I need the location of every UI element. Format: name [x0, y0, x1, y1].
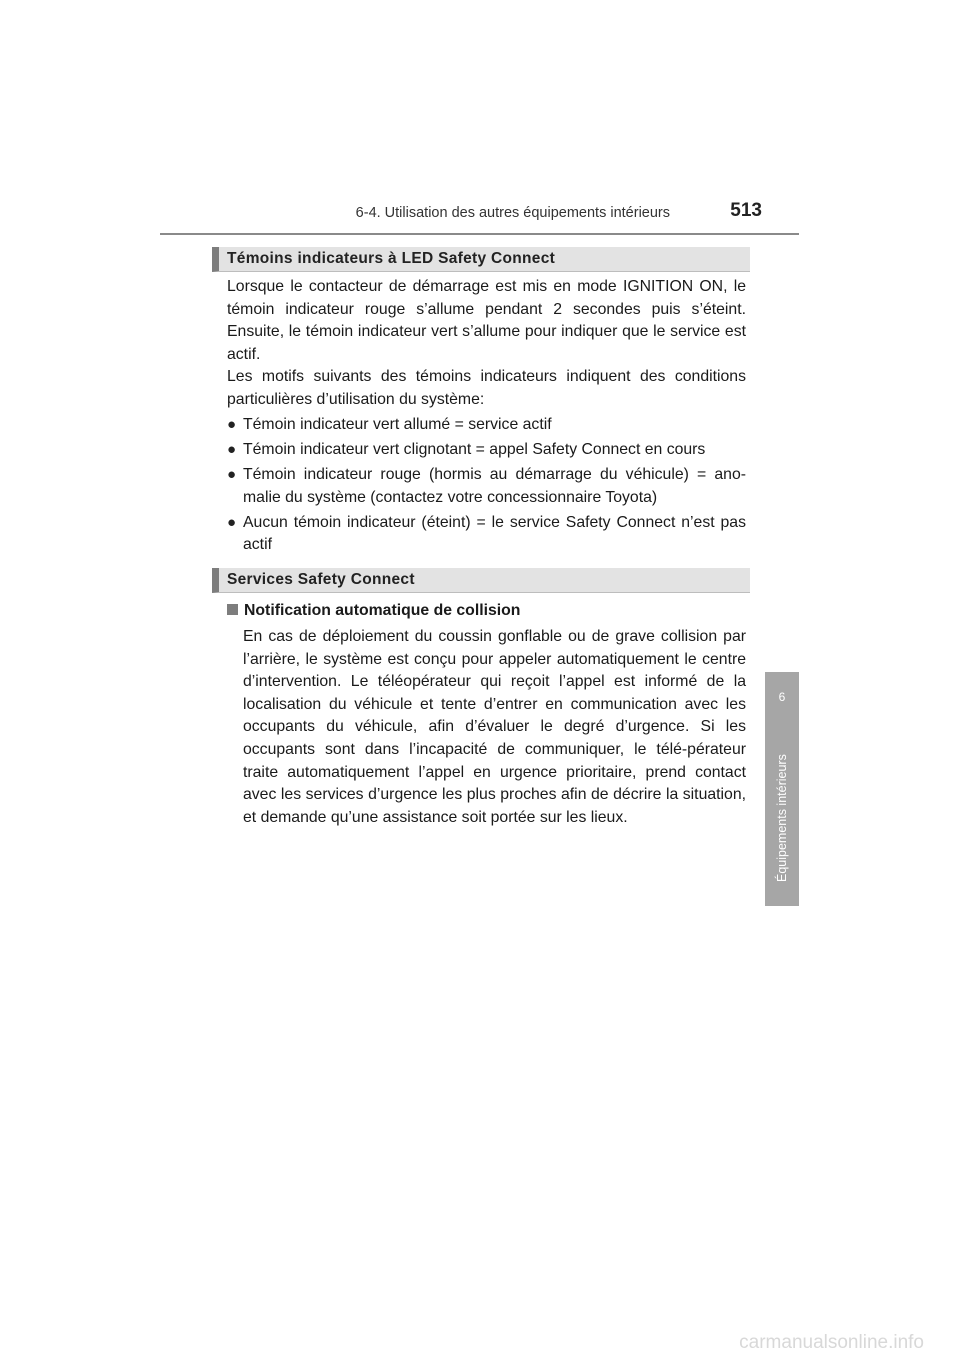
footer-watermark: [0, 1330, 960, 1358]
subheading-collision: [227, 600, 746, 622]
page-number: 513: [730, 200, 762, 221]
square-bullet-icon: [227, 604, 238, 615]
chapter-label: Équipements intérieurs: [775, 754, 789, 882]
section-heading-led-indicators: Témoins indicateurs à LED Safety Connect: [212, 247, 750, 272]
list-item-text: Aucun témoin indicateur (éteint) = le service Safety Connect n’est pas actif: [243, 513, 746, 554]
chapter-side-tab: [765, 672, 799, 906]
header-divider: [160, 233, 799, 235]
subheading-text: Notification automatique de collision: [244, 602, 521, 619]
list-item: [227, 464, 746, 509]
intro-paragraph: [227, 276, 746, 412]
list-item-text: Témoin indicateur vert allumé = service actif: [243, 416, 552, 433]
list-item-text: Témoin indicateur rouge (hormis au démarrage du véhicule) = ano-malie du système (contactez votre concessionnaire Toyota): [243, 466, 746, 506]
collision-paragraph: En cas de déploiement du coussin gonflable ou de grave collision par l’arrière, le système est conçu pour appeler automatiquement le centre d’intervention. Le téléopérateur qui reçoit l’appel est informé de la localisation du véhicule et tente d’entrer en communication avec les occupants du véhicule, afin d’évaluer le degré d’urgence. Si les occupants sont dans l’incapacité de communiquer, le télé-pérateur traite automatiquement l’appel en urgence prioritaire, prend contact avec les services d’urgence les plus proches afin de décrire la situation, et demande qu’une assistance soit portée sur les lieux.: [243, 628, 746, 826]
watermark-text: carmanualsonline.info: [739, 1332, 924, 1353]
bullet-icon: ●: [227, 466, 237, 484]
bullet-icon: ●: [227, 513, 237, 531]
running-header: 6-4. Utilisation des autres équipements intérieurs: [355, 205, 670, 221]
bullet-icon: ●: [227, 416, 237, 433]
section-heading-services: Services Safety Connect: [212, 568, 750, 593]
bullet-icon: ●: [227, 441, 237, 459]
chapter-number: 6: [778, 690, 786, 704]
list-item: [227, 439, 746, 462]
list-item-text: Témoin indicateur vert clignotant = appel Safety Connect en cours: [243, 441, 706, 459]
list-item: [227, 512, 746, 557]
indicator-list: [227, 414, 746, 560]
intro-text: Lorsque le contacteur de démarrage est mis en mode IGNITION ON, le témoin indicateur rouge s’allume pendant 2 secondes puis s’éteint. Ensuite, le témoin indicateur vert s’allume pour indiquer que le service est actif.: [227, 278, 746, 363]
list-item: [227, 414, 746, 437]
intro-text-2: Les motifs suivants des témoins indicateurs indiquent des conditions particulières d’utilisation du système:: [227, 368, 746, 408]
